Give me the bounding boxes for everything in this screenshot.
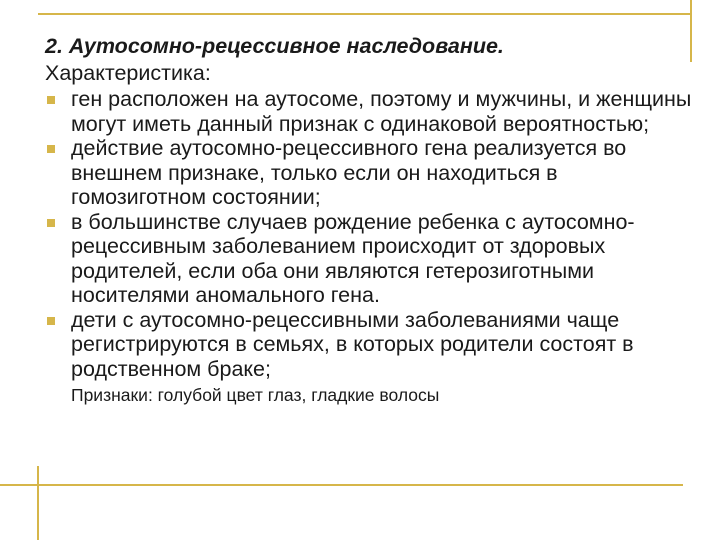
bullet-text: дети с аутосомно-рецессивными заболеваниями чаще регистрируются в семьях, в которых родители состоят в родственном браке; (71, 307, 634, 381)
square-bullet-icon (47, 317, 55, 325)
square-bullet-icon (47, 219, 55, 227)
slide-subtitle: Характеристика: (45, 61, 211, 85)
bullet-item (45, 136, 695, 210)
bullet-item (45, 308, 695, 382)
frame-line-left (37, 466, 39, 540)
square-bullet-icon (47, 145, 55, 153)
examples-footnote: Признаки: голубой цвет глаз, гладкие волосы (71, 385, 440, 405)
bullet-item (45, 210, 695, 308)
bullet-list (45, 87, 695, 381)
bullet-item (45, 87, 695, 136)
square-bullet-icon (47, 96, 55, 104)
bullet-text: ген расположен на аутосоме, поэтому и мужчины, и женщины могут иметь данный признак с одинаковой вероятностью; (71, 87, 692, 136)
bullet-text: действие аутосомно-рецессивного гена реализуется во внешнем признаке, только если он находиться в гомозиготном состоянии; (71, 136, 627, 209)
bullet-text: в большинстве случаев рождение ребенка с аутосомно-рецессивным заболеванием происходит от здоровых родителей, если оба они являются гетерозиготными носителями аномального гена. (71, 209, 635, 307)
frame-line-top (38, 13, 691, 15)
slide-content (45, 33, 695, 406)
frame-line-bottom (0, 484, 683, 486)
slide-title: 2. Аутосомно-рецессивное наследование. (45, 34, 504, 58)
